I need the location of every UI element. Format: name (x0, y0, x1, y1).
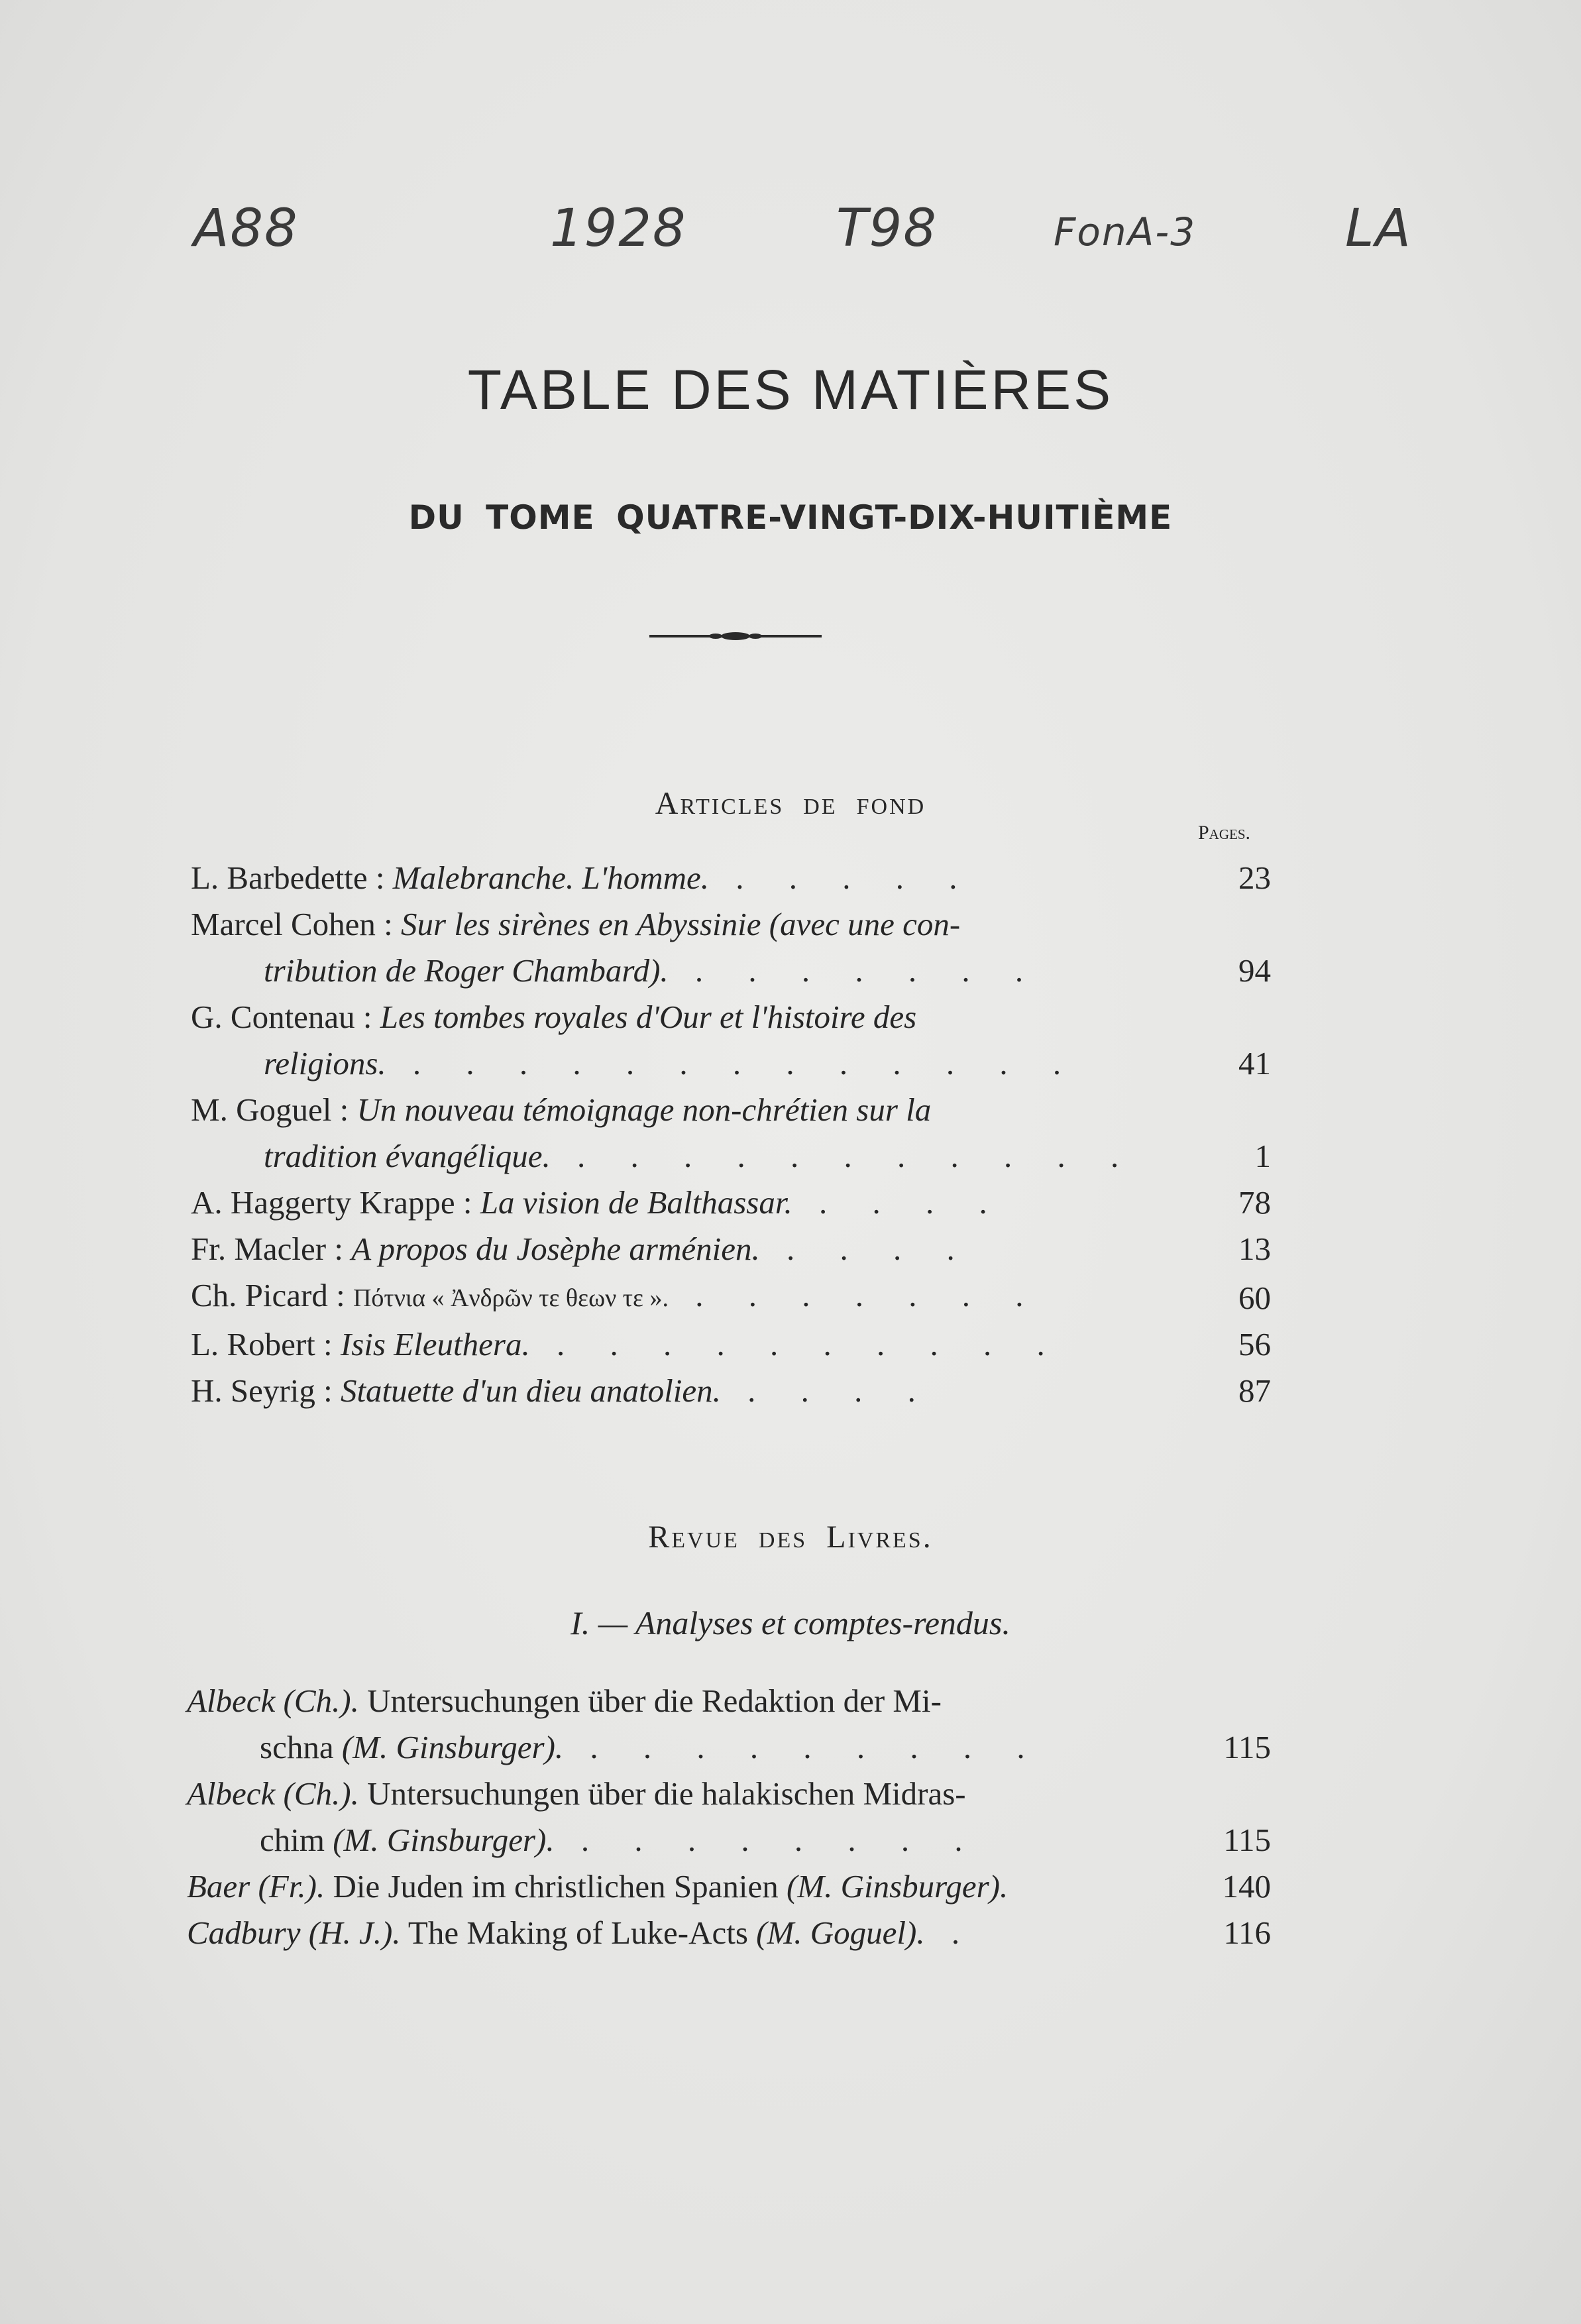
list-item: G. Contenau : Les tombes royales d'Our et l'histoire des religions. . . . . . . . . . . . . . 41 (191, 999, 1271, 1081)
list-item: Fr. Macler : A propos du Josèphe arménien. . . . . 13 (191, 1231, 1271, 1267)
list-item: L. Robert : Isis Eleuthera. . . . . . . . . . . 56 (191, 1326, 1271, 1362)
list-item: M. Goguel : Un nouveau témoignage non-chrétien sur la tradition évangélique. . . . . . . . . . . . 1 (191, 1091, 1271, 1174)
list-item: Ch. Picard : Πότνια « Ἀνδρῶν τε θεων τε ». . . . . . . . 60 (191, 1277, 1271, 1316)
list-item: H. Seyrig : Statuette d'un dieu anatolien. . . . . 87 (191, 1372, 1271, 1409)
handwritten-mark: 1928 (550, 199, 687, 258)
list-item: Albeck (Ch.). Untersuchungen über die Redaktion der Mi- schna (M. Ginsburger). . . . . . . . . . 115 (187, 1683, 1271, 1765)
list-item: L. Barbedette : Malebranche. L'homme. . . . . . 23 (191, 859, 1271, 896)
page-subtitle: DU TOME QUATRE-VINGT-DIX-HUITIÈME (408, 498, 1173, 537)
list-item: Albeck (Ch.). Untersuchungen über die halakischen Midras- chim (M. Ginsburger). . . . . . . . . 115 (187, 1775, 1271, 1858)
reviews-list (187, 1678, 1271, 1956)
handwritten-mark: LA (1345, 199, 1412, 258)
handwritten-mark: A88 (193, 199, 299, 258)
handwritten-mark: FonA-3 (1054, 209, 1197, 254)
list-item: A. Haggerty Krappe : La vision de Balthassar. . . . . 78 (191, 1184, 1271, 1221)
section-heading-reviews: Revue des Livres. (648, 1520, 933, 1555)
list-item: Cadbury (H. J.). The Making of Luke-Acts (M. Goguel). . 116 (187, 1914, 1271, 1951)
articles-list (191, 855, 1271, 1414)
subsection-heading: I. — Analyses et comptes-rendus. (571, 1604, 1010, 1641)
handwritten-mark: T98 (836, 199, 938, 258)
list-item: Marcel Cohen : Sur les sirènes en Abyssinie (avec une con- tribution de Roger Chambard). . . . . . . . 94 (191, 906, 1271, 989)
ornament-divider (649, 628, 822, 644)
section-heading-articles: Articles de fond (655, 786, 926, 821)
pages-column-label: Pages. (1198, 822, 1251, 844)
list-item: Baer (Fr.). Die Juden im christlichen Spanien (M. Ginsburger). 140 (187, 1868, 1271, 1905)
page-title: TABLE DES MATIÈRES (467, 359, 1114, 421)
